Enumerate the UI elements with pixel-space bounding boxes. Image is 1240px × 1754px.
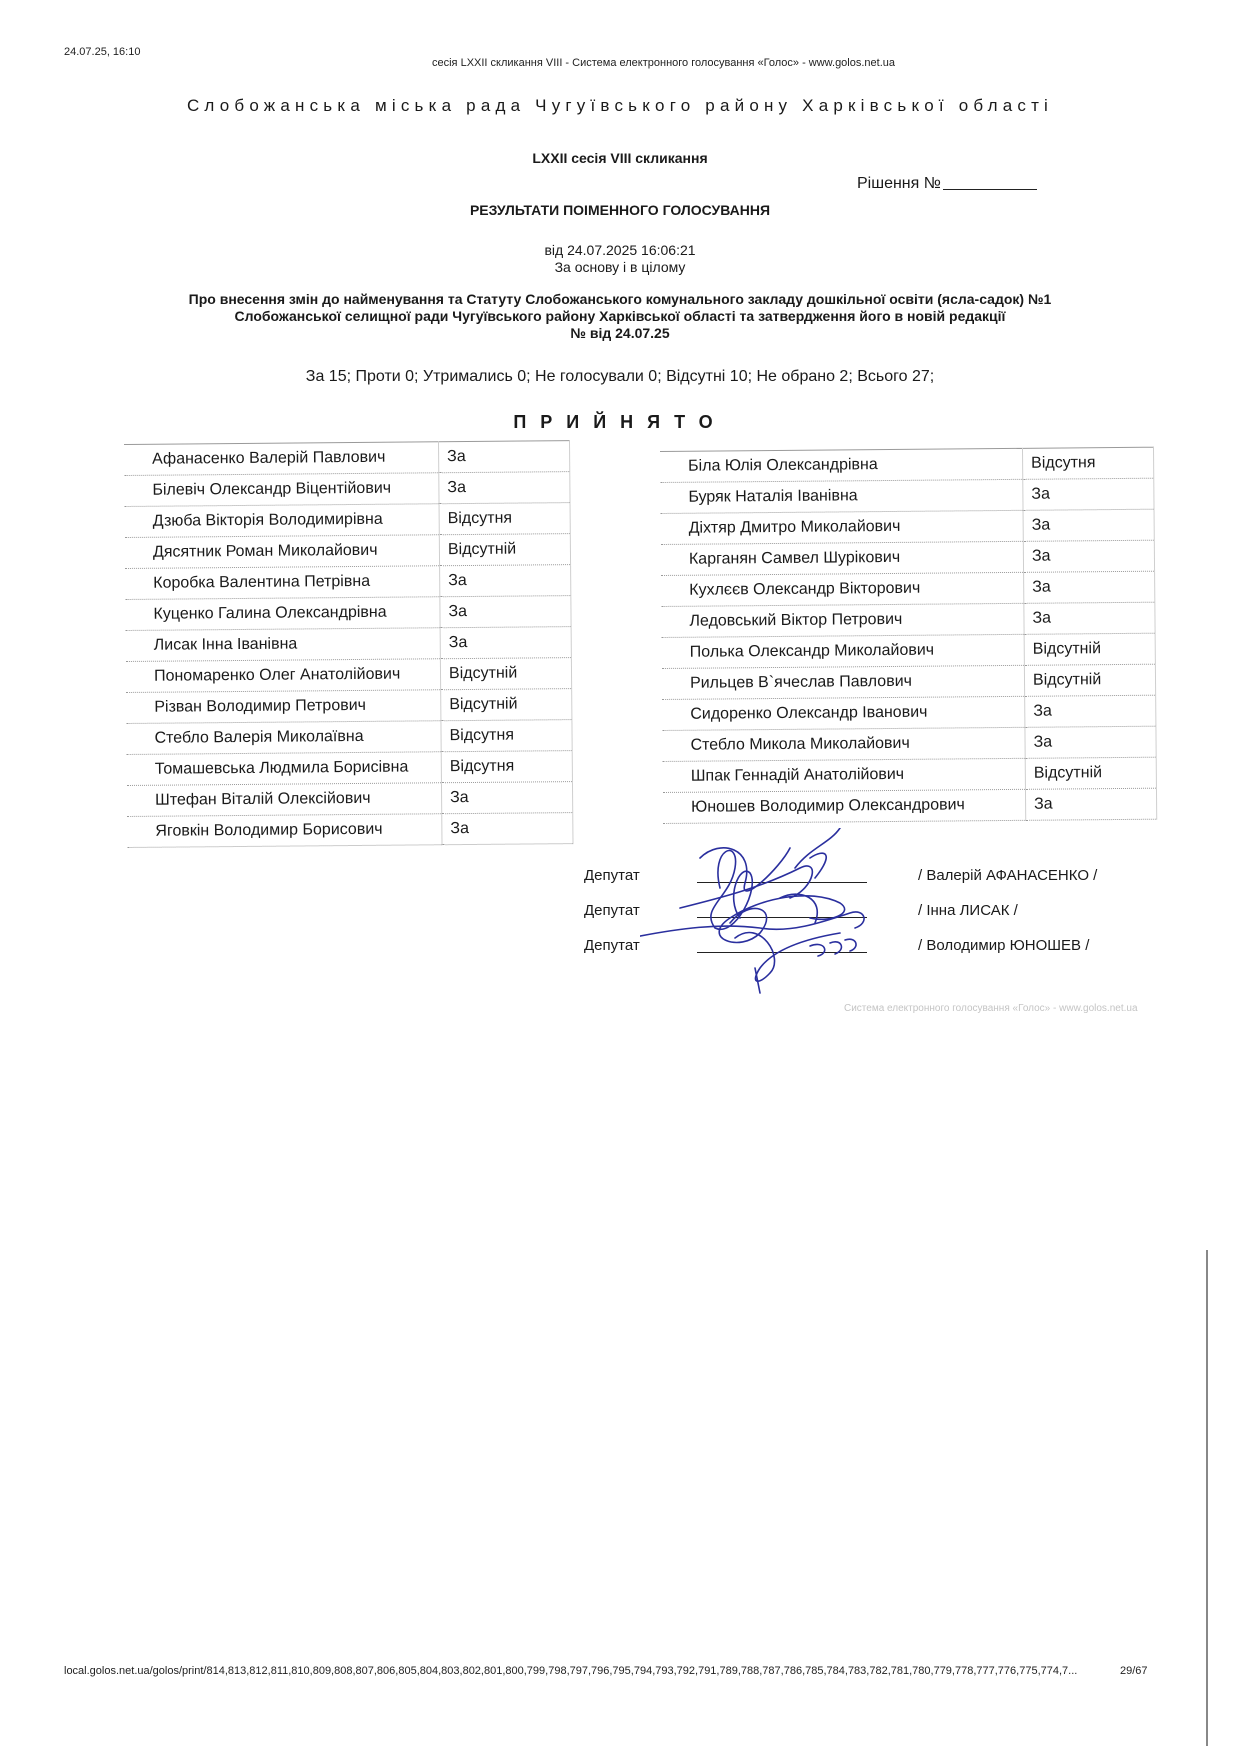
deputy-name: Коробка Валентина Петрівна — [125, 566, 440, 600]
vote-result: За — [1023, 509, 1154, 541]
deputy-name: Полька Олександр Миколайович — [662, 634, 1025, 668]
deputy-name: Афанасенко Валерій Павлович — [124, 442, 439, 476]
topic-line: Слобожанської селищної ради Чугуївського району Харківської області та затвердження його в новій редакції — [234, 308, 1006, 324]
deputy-name: Дясятник Роман Миколайович — [125, 535, 440, 569]
deputy-name: Різван Володимир Петрович — [126, 690, 441, 724]
vote-row — [126, 658, 572, 693]
deputy-name: Дзюба Вікторія Володимирівна — [125, 504, 440, 538]
deputy-name: Юношев Володимир Олександрович — [663, 789, 1026, 823]
vote-row — [661, 509, 1155, 544]
vote-result: За — [438, 441, 569, 473]
signature-name: / Володимир ЮНОШЕВ / — [918, 937, 1090, 954]
vote-row — [661, 571, 1155, 606]
vote-result: За — [440, 627, 571, 659]
vote-row — [126, 689, 572, 724]
decision-number — [857, 175, 1037, 193]
vote-result: За — [441, 782, 572, 814]
decision-label: Рішення № — [857, 175, 941, 192]
page-number: 29/67 — [1120, 1665, 1148, 1677]
vote-result: За — [442, 813, 573, 845]
vote-summary: За 15; Проти 0; Утримались 0; Не голосували 0; Відсутні 10; Не обрано 2; Всього 27; — [305, 368, 935, 385]
vote-date-block — [0, 242, 1240, 276]
vote-result: За — [1025, 788, 1156, 820]
deputy-name: Діхтяр Дмитро Миколайович — [661, 510, 1024, 544]
vote-result: Відсутній — [1024, 664, 1155, 696]
deputy-name: Шпак Геннадій Анатолійович — [663, 758, 1026, 792]
vote-row — [125, 534, 571, 569]
deputy-name: Рильцев В`ячеслав Павлович — [662, 665, 1025, 699]
vote-row — [663, 788, 1157, 823]
decision-blank-line — [943, 175, 1037, 190]
vote-row — [125, 565, 571, 600]
vote-result: За — [440, 596, 571, 628]
print-url: local.golos.net.ua/golos/print/814,813,812,811,810,809,808,807,806,805,804,803,802,801,800,799,798,797,796,795,794,793,792,791,789,788,787,786,785,784,783,782,781,780,779,778,777,776,775,774,7... — [64, 1665, 1078, 1677]
vote-row — [124, 472, 570, 507]
signature-role: Депутат — [584, 937, 640, 954]
deputy-name: Куценко Галина Олександрівна — [125, 597, 440, 631]
votes-table-left — [124, 440, 574, 848]
deputy-name: Карганян Самвел Шурікович — [661, 541, 1024, 575]
votes-table-right — [660, 447, 1157, 824]
vote-row — [662, 633, 1156, 668]
accepted-status: ПРИЙНЯТО — [513, 412, 727, 432]
vote-result: За — [1023, 540, 1154, 572]
vote-result: Відсутній — [1024, 633, 1155, 665]
vote-row — [126, 627, 572, 662]
system-watermark: Система електронного голосування «Голос» - www.golos.net.ua — [844, 1003, 1138, 1014]
scan-edge-line — [1206, 1250, 1208, 1746]
deputy-name: Штефан Віталій Олексійович — [127, 783, 442, 817]
vote-date: від 24.07.2025 16:06:21 — [544, 242, 696, 258]
deputy-name: Ледовський Віктор Петрович — [661, 603, 1024, 637]
vote-result: Відсутня — [441, 751, 572, 783]
vote-row — [661, 602, 1155, 637]
vote-result: Відсутній — [1025, 757, 1156, 789]
deputy-name: Лисак Інна Іванівна — [126, 628, 441, 662]
council-name: Слобожанська міська рада Чугуївського району Харківської області — [186, 96, 1054, 115]
vote-result: Відсутня — [439, 503, 570, 535]
vote-row — [127, 782, 573, 817]
deputy-name: Пономаренко Олег Анатолійович — [126, 659, 441, 693]
deputy-name: Білевіч Олександр Віцентійович — [124, 473, 439, 507]
print-title: сесія LXXII скликання VIII - Система електронного голосування «Голос» - www.golos.net.ua — [432, 57, 896, 69]
vote-row — [663, 757, 1157, 792]
vote-row — [127, 813, 573, 848]
vote-result: Відсутня — [1022, 447, 1153, 479]
vote-result: За — [1025, 695, 1156, 727]
vote-topic — [120, 291, 1120, 342]
vote-row — [660, 478, 1154, 513]
vote-row — [127, 751, 573, 786]
vote-row — [662, 695, 1156, 730]
vote-row — [660, 447, 1154, 482]
vote-row — [126, 720, 572, 755]
print-datetime: 24.07.25, 16:10 — [64, 46, 141, 58]
deputy-name: Стебло Микола Миколайович — [662, 727, 1025, 761]
topic-line: № від 24.07.25 — [570, 325, 670, 341]
deputy-name: Біла Юлія Олександрівна — [660, 448, 1023, 482]
vote-result: За — [439, 472, 570, 504]
vote-result: За — [1024, 602, 1155, 634]
vote-row — [661, 540, 1155, 575]
vote-result: За — [1024, 571, 1155, 603]
signature-name: / Валерій АФАНАСЕНКО / — [918, 867, 1098, 884]
signature-role: Депутат — [584, 902, 640, 919]
vote-result: За — [1023, 478, 1154, 510]
deputy-name: Буряк Наталія Іванівна — [660, 479, 1023, 513]
handwritten-signatures — [640, 828, 890, 998]
vote-result: Відсутня — [441, 720, 572, 752]
deputy-name: Сидоренко Олександр Іванович — [662, 696, 1025, 730]
deputy-name: Яговкін Володимир Борисович — [127, 814, 442, 848]
vote-result: Відсутній — [441, 689, 572, 721]
vote-row — [662, 726, 1156, 761]
signature-name: / Інна ЛИСАК / — [918, 902, 1018, 919]
vote-row — [125, 503, 571, 538]
vote-row — [124, 441, 570, 476]
vote-row — [125, 596, 571, 631]
vote-row — [662, 664, 1156, 699]
deputy-name: Стебло Валерія Миколаївна — [126, 721, 441, 755]
deputy-name: Кухлєєв Олександр Вікторович — [661, 572, 1024, 606]
vote-result: За — [440, 565, 571, 597]
vote-basis: За основу і в цілому — [554, 259, 686, 275]
vote-result: Відсутній — [440, 658, 571, 690]
vote-result: За — [1025, 726, 1156, 758]
session-title: LXXII сесія VIII скликання — [532, 150, 708, 166]
deputy-name: Томашевська Людмила Борисівна — [127, 752, 442, 786]
results-title: РЕЗУЛЬТАТИ ПОІМЕННОГО ГОЛОСУВАННЯ — [469, 202, 771, 218]
signature-role: Депутат — [584, 867, 640, 884]
topic-line: Про внесення змін до найменування та Статуту Слобожанського комунального закладу дошкільної освіти (ясла-садок) №1 — [188, 291, 1052, 307]
vote-result: Відсутній — [439, 534, 570, 566]
